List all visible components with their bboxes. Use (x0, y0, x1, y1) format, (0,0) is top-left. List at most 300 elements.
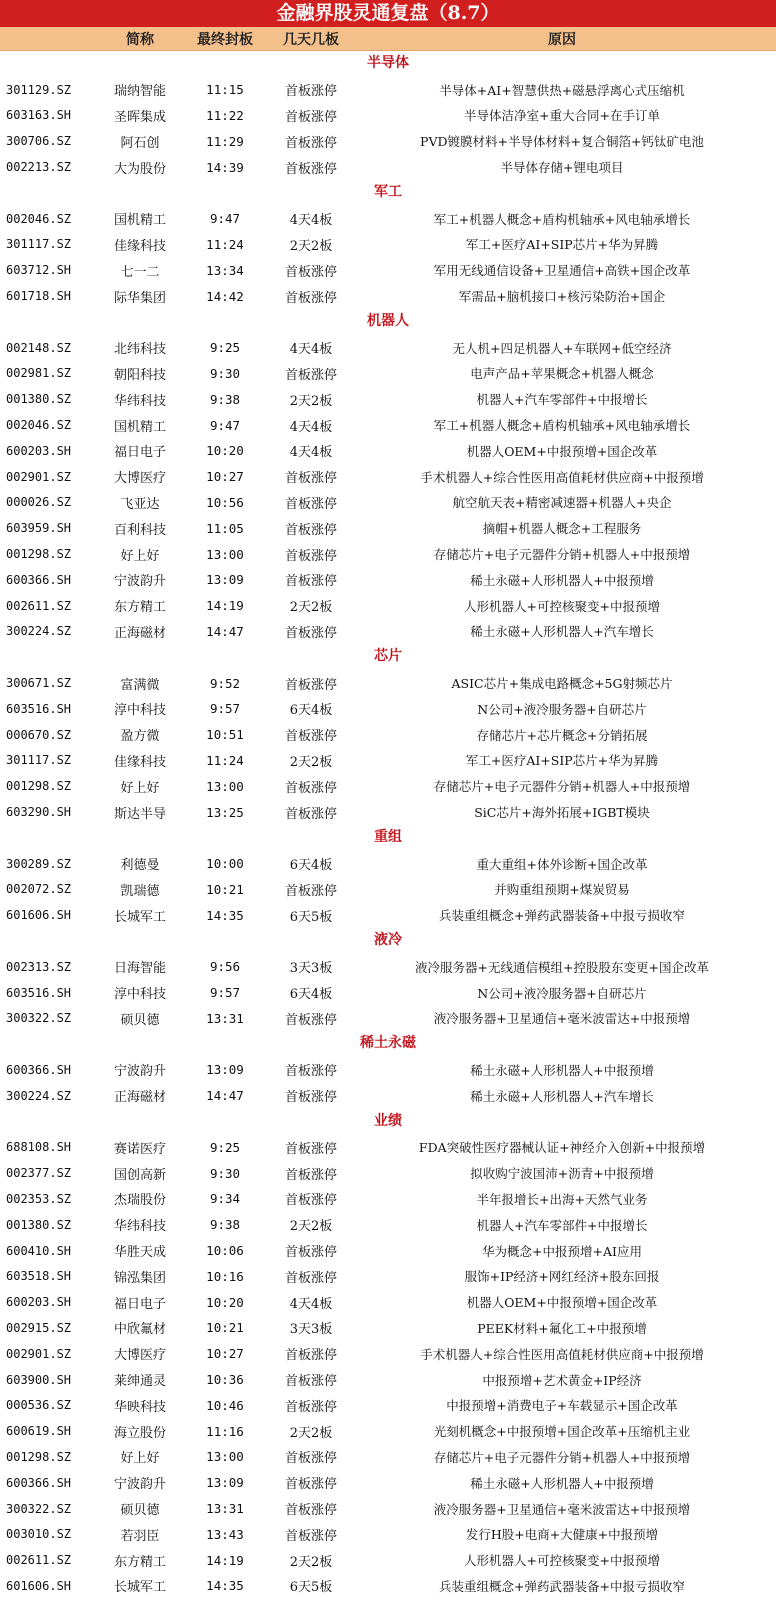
seal-time: 10:16 (206, 1268, 244, 1284)
seal-time: 13:09 (206, 572, 244, 588)
stock-name: 长城军工 (113, 909, 166, 925)
limit-up-reason: 半导体洁净室+重大合同+在手订单 (464, 108, 660, 124)
table-row (0, 1057, 776, 1083)
days-boards: 首板涨停 (284, 883, 337, 899)
stock-code: 002377.SZ (6, 1166, 72, 1181)
seal-time: 10:21 (206, 1320, 244, 1336)
days-boards: 4天4板 (289, 342, 333, 358)
stock-code: 002046.SZ (6, 211, 72, 226)
seal-time: 10:46 (206, 1397, 244, 1413)
table-row (0, 464, 776, 490)
days-boards: 4天4板 (289, 445, 333, 461)
stock-name: 利德曼 (120, 858, 160, 874)
table-row (0, 1315, 776, 1341)
stock-name: 好上好 (120, 548, 160, 564)
limit-up-reason: 兵装重组概念+弹药武器装备+中报亏损收窄 (439, 908, 685, 924)
table-row (0, 722, 776, 748)
stock-name: 淳中科技 (113, 703, 166, 719)
days-boards: 3天3板 (289, 1322, 333, 1338)
stock-name: 华纬科技 (113, 393, 166, 409)
table-row (0, 902, 776, 928)
limit-up-reason: 存储芯片+芯片概念+分销拓展 (476, 727, 648, 743)
table-row (0, 1341, 776, 1367)
limit-up-reason: 稀土永磁+人形机器人+中报预增 (470, 572, 654, 588)
stock-name: 好上好 (120, 1451, 160, 1467)
seal-time: 10:21 (206, 881, 244, 897)
stock-code: 600366.SH (6, 1062, 72, 1077)
limit-up-reason: PEEK材料+氟化工+中报预增 (477, 1320, 647, 1336)
seal-time: 9:38 (209, 1217, 241, 1233)
limit-up-reason: 半年报增长+出海+天然气业务 (476, 1191, 648, 1207)
stock-code: 600366.SH (6, 1475, 72, 1490)
days-boards: 首板涨停 (284, 1141, 337, 1157)
stock-name: 长城军工 (113, 1580, 166, 1596)
table-row (0, 877, 776, 903)
stock-name: 大博医疗 (113, 1348, 166, 1364)
days-boards: 首板涨停 (284, 1503, 337, 1519)
limit-up-reason: 半导体存储+锂电项目 (500, 160, 624, 176)
seal-time: 11:16 (206, 1423, 244, 1439)
days-boards: 首板涨停 (284, 522, 337, 538)
days-boards: 首板涨停 (284, 1399, 337, 1415)
days-boards: 6天4板 (289, 703, 333, 719)
stock-code: 600366.SH (6, 572, 72, 587)
stock-name: 若羽臣 (120, 1528, 160, 1544)
limit-up-reason: 光刻机概念+中报预增+国企改革+压缩机主业 (433, 1424, 691, 1440)
days-boards: 首板涨停 (284, 1090, 337, 1106)
seal-time: 10:06 (206, 1243, 244, 1259)
stock-code: 301129.SZ (6, 82, 72, 97)
table-row (0, 748, 776, 774)
seal-time: 14:35 (206, 907, 244, 923)
table-row (0, 1212, 776, 1238)
header-days-boards: 几天几板 (283, 31, 339, 48)
days-boards: 首板涨停 (284, 625, 337, 641)
stock-name: 飞亚达 (120, 496, 160, 512)
stock-code: 002072.SZ (6, 882, 72, 897)
seal-time: 10:51 (206, 727, 244, 743)
section-title: 液冷 (374, 932, 402, 949)
table-row (0, 438, 776, 464)
stock-name: 国机精工 (113, 419, 166, 435)
limit-up-reason: 稀土永磁+人形机器人+汽车增长 (470, 1088, 654, 1104)
seal-time: 13:25 (206, 804, 244, 820)
table-row (0, 361, 776, 387)
seal-time: 10:27 (206, 1346, 244, 1362)
stock-code: 300322.SZ (6, 1011, 72, 1026)
stock-code: 002313.SZ (6, 959, 72, 974)
days-boards: 2天2板 (289, 238, 333, 254)
stock-code: 603516.SH (6, 701, 72, 716)
table-row (0, 1418, 776, 1444)
seal-time: 14:35 (206, 1578, 244, 1594)
stock-name: 际华集团 (113, 290, 166, 306)
page-title: 金融界股灵通复盘（8.7） (0, 0, 776, 27)
days-boards: 首板涨停 (284, 109, 337, 125)
seal-time: 10:36 (206, 1372, 244, 1388)
stock-code: 603900.SH (6, 1372, 72, 1387)
table-row (0, 541, 776, 567)
days-boards: 2天2板 (289, 754, 333, 770)
limit-up-reason: N公司+液冷服务器+自研芯片 (477, 701, 647, 717)
seal-time: 9:57 (209, 985, 241, 1001)
stock-code: 300322.SZ (6, 1501, 72, 1516)
stock-code: 600203.SH (6, 443, 72, 458)
table-row (0, 1547, 776, 1573)
table-row (0, 954, 776, 980)
days-boards: 首板涨停 (284, 1064, 337, 1080)
limit-up-reason: SiC芯片+海外拓展+IGBT模块 (474, 805, 650, 820)
seal-time: 11:05 (206, 520, 244, 536)
limit-up-reason: 液冷服务器+无线通信模组+控股股东变更+国企改革 (415, 959, 709, 975)
table-row (0, 1573, 776, 1599)
stock-name: 锦泓集团 (113, 1270, 166, 1286)
stock-name: 中欣氟材 (113, 1322, 166, 1338)
stock-name: 东方精工 (113, 1554, 166, 1570)
limit-up-reason: 军需品+脑机接口+核污染防治+国企 (458, 289, 666, 305)
limit-up-reason: 存储芯片+电子元器件分销+机器人+中报预增 (433, 779, 691, 795)
seal-time: 10:20 (206, 1294, 244, 1310)
stock-name: 朝阳科技 (113, 367, 166, 383)
stock-name: 莱绅通灵 (113, 1374, 166, 1390)
stock-name: 七一二 (120, 264, 160, 280)
table-row (0, 567, 776, 593)
limit-up-reason: 华为概念+中报预增+AI应用 (482, 1243, 642, 1259)
days-boards: 首板涨停 (284, 161, 337, 177)
days-boards: 首板涨停 (284, 84, 337, 100)
stock-code: 001298.SZ (6, 547, 72, 562)
stock-name: 日海智能 (113, 961, 166, 977)
limit-up-reason: 存储芯片+电子元器件分销+机器人+中报预增 (433, 1449, 691, 1465)
limit-up-reason: 液冷服务器+卫星通信+毫米波雷达+中报预增 (433, 1011, 691, 1027)
stock-code: 603712.SH (6, 263, 72, 278)
days-boards: 首板涨停 (284, 780, 337, 796)
stock-name: 好上好 (120, 780, 160, 796)
table-row (0, 1392, 776, 1418)
limit-up-reason: 军工+医疗AI+SIP芯片+华为昇腾 (465, 753, 659, 769)
stock-name: 佳缘科技 (113, 238, 166, 254)
days-boards: 首板涨停 (284, 806, 337, 822)
stock-name: 正海磁材 (113, 625, 166, 641)
limit-up-reason: 中报预增+艺术黄金+IP经济 (482, 1372, 642, 1388)
limit-up-reason: 服饰+IP经济+网红经济+股东回报 (464, 1269, 660, 1285)
seal-time: 14:19 (206, 598, 244, 614)
stock-name: 盈方微 (120, 729, 160, 745)
table-row (0, 283, 776, 309)
limit-up-reason: 机器人+汽车零部件+中报增长 (476, 1217, 648, 1233)
limit-up-reason: 稀土永磁+人形机器人+中报预增 (470, 1062, 654, 1078)
table-row (0, 1496, 776, 1522)
stock-name: 硕贝德 (120, 1012, 160, 1028)
seal-time: 14:19 (206, 1552, 244, 1568)
limit-up-reason: 军工+机器人概念+盾构机轴承+风电轴承增长 (433, 418, 691, 434)
table-row (0, 980, 776, 1006)
table-row (0, 206, 776, 232)
table-row (0, 128, 776, 154)
stock-code: 002901.SZ (6, 1346, 72, 1361)
stock-name: 华纬科技 (113, 1219, 166, 1235)
table-row (0, 77, 776, 103)
table-row (0, 490, 776, 516)
header-seal-time: 最终封板 (197, 31, 253, 48)
stock-code: 000670.SZ (6, 727, 72, 742)
days-boards: 2天2板 (289, 1425, 333, 1441)
days-boards: 首板涨停 (284, 264, 337, 280)
stock-code: 600410.SH (6, 1243, 72, 1258)
seal-time: 14:47 (206, 623, 244, 639)
section-title: 稀土永磁 (360, 1035, 416, 1052)
limit-up-reason: 航空航天表+精密减速器+机器人+央企 (452, 495, 672, 511)
stock-code: 002611.SZ (6, 1553, 72, 1568)
days-boards: 首板涨停 (284, 367, 337, 383)
limit-up-reason: 电声产品+苹果概念+机器人概念 (470, 366, 654, 382)
stock-name: 杰瑞股份 (113, 1193, 166, 1209)
section-title: 业绩 (374, 1112, 402, 1129)
stock-name: 佳缘科技 (113, 754, 166, 770)
stock-code: 001298.SZ (6, 1449, 72, 1464)
seal-time: 14:42 (206, 288, 244, 304)
stock-code: 002915.SZ (6, 1320, 72, 1335)
days-boards: 首板涨停 (284, 290, 337, 306)
seal-time: 9:52 (209, 675, 241, 691)
seal-time: 13:09 (206, 1062, 244, 1078)
table-row (0, 1470, 776, 1496)
stock-name: 福日电子 (113, 1296, 166, 1312)
stock-code: 002046.SZ (6, 418, 72, 433)
seal-time: 9:25 (209, 340, 241, 356)
table-row (0, 386, 776, 412)
days-boards: 首板涨停 (284, 471, 337, 487)
days-boards: 首板涨停 (284, 1374, 337, 1390)
days-boards: 首板涨停 (284, 1528, 337, 1544)
stock-code: 000536.SZ (6, 1398, 72, 1413)
seal-time: 10:56 (206, 494, 244, 510)
header-name: 简称 (126, 31, 154, 48)
stock-code: 300289.SZ (6, 856, 72, 871)
table-row (0, 593, 776, 619)
stock-code: 002213.SZ (6, 160, 72, 175)
table-row (0, 851, 776, 877)
section-title: 机器人 (367, 312, 409, 329)
limit-up-reason: 兵装重组概念+弹药武器装备+中报亏损收窄 (439, 1578, 685, 1594)
days-boards: 首板涨停 (284, 574, 337, 590)
stock-code: 600619.SH (6, 1424, 72, 1439)
stock-name: 大博医疗 (113, 471, 166, 487)
days-boards: 首板涨停 (284, 548, 337, 564)
stock-code: 003010.SZ (6, 1527, 72, 1542)
stock-code: 001298.SZ (6, 779, 72, 794)
header-reason: 原因 (548, 31, 576, 48)
stock-code: 002981.SZ (6, 366, 72, 381)
limit-up-reason: N公司+液冷服务器+自研芯片 (477, 985, 647, 1001)
stock-name: 华映科技 (113, 1399, 166, 1415)
limit-up-reason: 机器人OEM+中报预增+国企改革 (466, 443, 658, 459)
section-title: 军工 (374, 183, 402, 200)
limit-up-reason: 机器人OEM+中报预增+国企改革 (466, 1295, 658, 1311)
stock-code: 002901.SZ (6, 469, 72, 484)
seal-time: 14:47 (206, 1088, 244, 1104)
table-row (0, 1263, 776, 1289)
days-boards: 6天4板 (289, 987, 333, 1003)
limit-up-reason: 摘帽+机器人概念+工程服务 (482, 521, 642, 537)
table-row (0, 1238, 776, 1264)
stock-name: 东方精工 (113, 600, 166, 616)
limit-up-reason: FDA突破性医疗器械认证+神经介入创新+中报预增 (418, 1140, 706, 1156)
stock-name: 百利科技 (113, 522, 166, 538)
stock-name: 赛诺医疗 (113, 1141, 166, 1157)
limit-up-reason: 拟收购宁波国沛+沥青+中报预增 (470, 1166, 654, 1182)
limit-up-reason: 手术机器人+综合性医用高值耗材供应商+中报预增 (420, 469, 704, 485)
stock-code: 601606.SH (6, 1578, 72, 1593)
stock-name: 硕贝德 (120, 1503, 160, 1519)
days-boards: 4天4板 (289, 419, 333, 435)
stock-name: 淳中科技 (113, 987, 166, 1003)
seal-time: 9:56 (209, 959, 241, 975)
days-boards: 4天4板 (289, 213, 333, 229)
seal-time: 11:15 (206, 82, 244, 98)
table-row (0, 773, 776, 799)
days-boards: 首板涨停 (284, 1245, 337, 1261)
seal-time: 9:30 (209, 1165, 241, 1181)
days-boards: 首板涨停 (284, 1270, 337, 1286)
seal-time: 14:39 (206, 159, 244, 175)
days-boards: 首板涨停 (284, 135, 337, 151)
limit-up-reason: 存储芯片+电子元器件分销+机器人+中报预增 (433, 547, 691, 563)
seal-time: 13:34 (206, 262, 244, 278)
limit-up-reason: 液冷服务器+卫星通信+毫米波雷达+中报预增 (433, 1501, 691, 1517)
limit-up-reason: 无人机+四足机器人+车联网+低空经济 (452, 340, 672, 356)
table-row (0, 1186, 776, 1212)
stock-code: 002148.SZ (6, 340, 72, 355)
table-row (0, 154, 776, 180)
stock-code: 001380.SZ (6, 1217, 72, 1232)
seal-time: 11:29 (206, 133, 244, 149)
days-boards: 首板涨停 (284, 1477, 337, 1493)
table-row (0, 257, 776, 283)
stock-name: 福日电子 (113, 445, 166, 461)
seal-time: 13:31 (206, 1501, 244, 1517)
seal-time: 9:30 (209, 365, 241, 381)
seal-time: 11:24 (206, 752, 244, 768)
days-boards: 首板涨停 (284, 729, 337, 745)
days-boards: 2天2板 (289, 1554, 333, 1570)
limit-up-reason: ASIC芯片+集成电路概念+5G射频芯片 (451, 676, 673, 692)
limit-up-reason: 机器人+汽车零部件+中报增长 (476, 392, 648, 408)
days-boards: 首板涨停 (284, 1348, 337, 1364)
days-boards: 6天5板 (289, 909, 333, 925)
stock-code: 601606.SH (6, 908, 72, 923)
table-row (0, 1289, 776, 1315)
table-header (0, 27, 776, 51)
stock-code: 603163.SH (6, 108, 72, 123)
stock-code: 603516.SH (6, 985, 72, 1000)
stock-code: 301117.SZ (6, 237, 72, 252)
stock-code: 300706.SZ (6, 134, 72, 149)
stock-code: 601718.SH (6, 289, 72, 304)
days-boards: 2天2板 (289, 393, 333, 409)
table-row (0, 1367, 776, 1393)
limit-up-reason: 军用无线通信设备+卫星通信+高铁+国企改革 (433, 263, 691, 279)
table-row (0, 1083, 776, 1109)
seal-time: 13:31 (206, 1010, 244, 1026)
stock-name: 国创高新 (113, 1167, 166, 1183)
limit-up-reason: 人形机器人+可控核聚变+中报预增 (464, 1553, 660, 1569)
days-boards: 首板涨停 (284, 496, 337, 512)
stock-code: 600203.SH (6, 1295, 72, 1310)
limit-up-reason: 重大重组+体外诊断+国企改革 (476, 856, 648, 872)
stock-name: 海立股份 (113, 1425, 166, 1441)
limit-up-reason: 人形机器人+可控核聚变+中报预增 (464, 598, 660, 614)
days-boards: 3天3板 (289, 961, 333, 977)
stock-code: 001380.SZ (6, 392, 72, 407)
seal-time: 10:27 (206, 469, 244, 485)
days-boards: 6天5板 (289, 1580, 333, 1596)
stock-name: 正海磁材 (113, 1090, 166, 1106)
table-row (0, 670, 776, 696)
limit-up-reason: 发行H股+电商+大健康+中报预增 (465, 1527, 659, 1543)
table-row (0, 1444, 776, 1470)
table-body (0, 51, 776, 1599)
seal-time: 13:00 (206, 778, 244, 794)
limit-up-reason: 军工+机器人概念+盾构机轴承+风电轴承增长 (433, 211, 691, 227)
days-boards: 首板涨停 (284, 1451, 337, 1467)
stock-name: 北纬科技 (113, 342, 166, 358)
limit-up-reason: 并购重组预期+煤炭贸易 (494, 882, 630, 898)
stock-name: 宁波韵升 (113, 1064, 166, 1080)
table-row (0, 103, 776, 129)
days-boards: 首板涨停 (284, 1012, 337, 1028)
days-boards: 2天2板 (289, 600, 333, 616)
stock-code: 002353.SZ (6, 1191, 72, 1206)
limit-up-reason: 稀土永磁+人形机器人+中报预增 (470, 1475, 654, 1491)
stock-code: 300224.SZ (6, 624, 72, 639)
table-row (0, 799, 776, 825)
table-row (0, 696, 776, 722)
stock-code: 002611.SZ (6, 598, 72, 613)
stock-code: 603518.SH (6, 1269, 72, 1284)
stock-code: 301117.SZ (6, 753, 72, 768)
days-boards: 2天2板 (289, 1219, 333, 1235)
stock-code: 000026.SZ (6, 495, 72, 510)
days-boards: 4天4板 (289, 1296, 333, 1312)
limit-up-reason: 军工+医疗AI+SIP芯片+华为昇腾 (465, 237, 659, 253)
table-row (0, 1134, 776, 1160)
seal-time: 9:38 (209, 391, 241, 407)
stock-code: 603959.SH (6, 521, 72, 536)
section-title: 重组 (374, 828, 402, 845)
seal-time: 9:25 (209, 1139, 241, 1155)
table-row (0, 335, 776, 361)
days-boards: 首板涨停 (284, 1167, 337, 1183)
stock-name: 大为股份 (113, 161, 166, 177)
seal-time: 11:22 (206, 107, 244, 123)
seal-time: 9:57 (209, 701, 241, 717)
limit-up-reason: 稀土永磁+人形机器人+汽车增长 (470, 624, 654, 640)
stock-name: 凯瑞德 (120, 883, 160, 899)
table-row (0, 619, 776, 645)
stock-code: 688108.SH (6, 1140, 72, 1155)
table-row (0, 412, 776, 438)
table-row (0, 1005, 776, 1031)
seal-time: 9:47 (209, 417, 241, 433)
limit-up-reason: PVD镀膜材料+半导体材料+复合铜箔+钙钛矿电池 (420, 134, 704, 150)
stock-code: 300671.SZ (6, 676, 72, 691)
seal-time: 9:47 (209, 211, 241, 227)
seal-time: 13:43 (206, 1526, 244, 1542)
seal-time: 13:00 (206, 1449, 244, 1465)
stock-name: 斯达半导 (113, 806, 166, 822)
stock-name: 富满微 (120, 677, 160, 693)
